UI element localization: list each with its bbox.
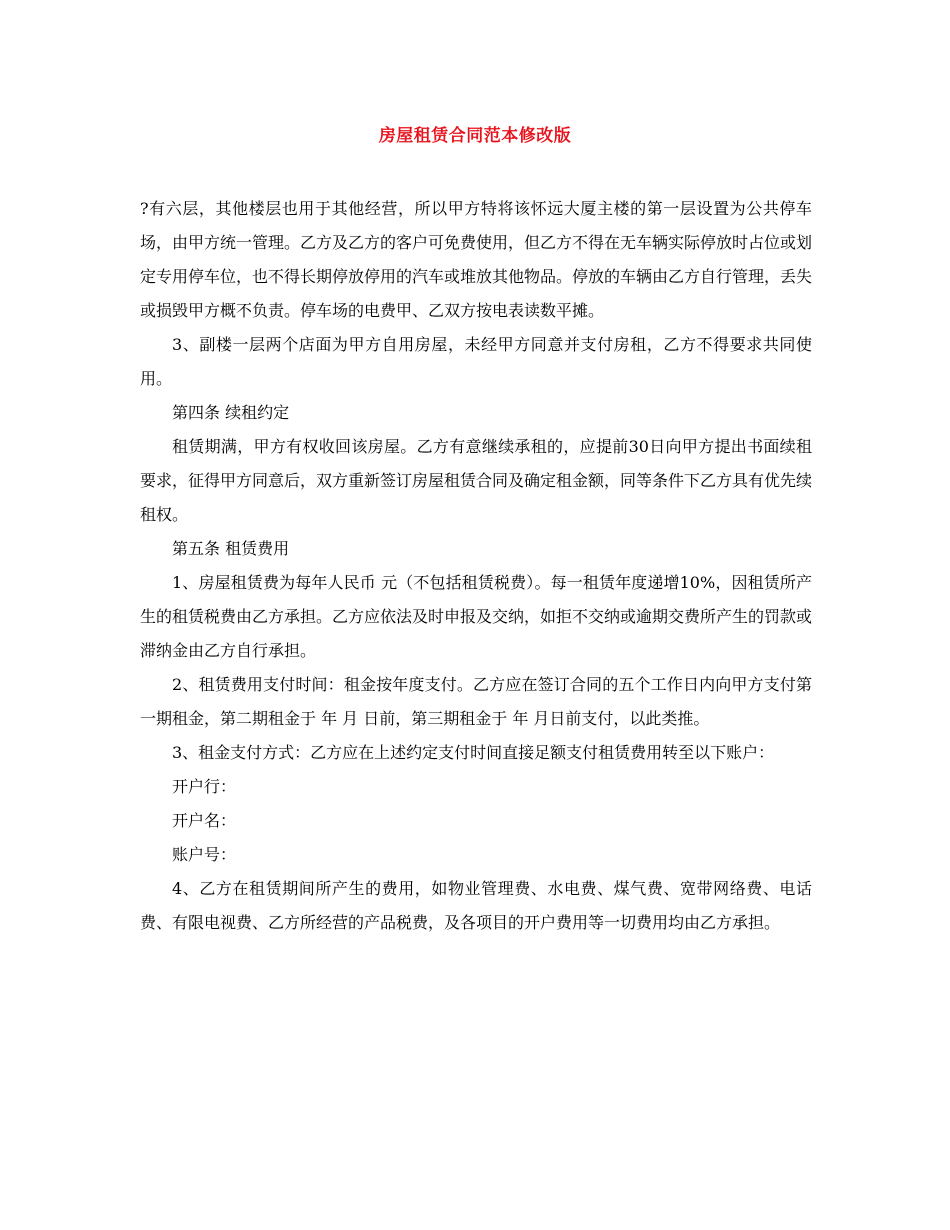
paragraph-other-fees: 4、乙方在租赁期间所产生的费用，如物业管理费、水电费、煤气费、宽带网络费、电话费、有限电视费、乙方所经营的产品税费，及各项目的开户费用等一切费用均由乙方承担。 bbox=[140, 879, 812, 932]
account-bank-line: 开户行： bbox=[172, 777, 237, 796]
paragraph-fee-amount: 1、房屋租赁费为每年人民币 元（不包括租赁税费）。每一租赁年度递增10%，因租赁所产生的租赁税费由乙方承担。乙方应依法及时申报及交纳，如拒不交纳或逾期交费所产生的罚款或滞纳金由乙方自行承担。 bbox=[140, 573, 813, 660]
paragraph-annex-store: 3、副楼一层两个店面为甲方自用房屋，未经甲方同意并支付房租，乙方不得要求共同使用。 bbox=[140, 335, 812, 388]
paragraph-payment-time: 2、租赁费用支付时间：租金按年度支付。乙方应在签订合同的五个工作日内向甲方支付第一期租金，第二期租金于 年 月 日前，第三期租金于 年 月日前支付，以此类推。 bbox=[140, 675, 812, 728]
section-heading-fees: 第五条 租赁费用 bbox=[172, 539, 290, 558]
paragraph-renewal: 租赁期满，甲方有权收回该房屋。乙方有意继续承租的，应提前30日向甲方提出书面续租要求，征得甲方同意后，双方重新签订房屋租赁合同及确定租金额，同等条件下乙方具有优先续租权。 bbox=[140, 437, 813, 524]
paragraph-payment-method: 3、租金支付方式：乙方应在上述约定支付时间直接足额支付租赁费用转至以下账户： bbox=[172, 743, 775, 762]
document-title: 房屋租赁合同范本修改版 bbox=[378, 126, 572, 146]
document-body bbox=[140, 192, 812, 940]
section-heading-renewal: 第四条 续租约定 bbox=[172, 403, 290, 422]
paragraph-parking: ?有六层，其他楼层也用于其他经营，所以甲方特将该怀远大厦主楼的第一层设置为公共停车场，由甲方统一管理。乙方及乙方的客户可免费使用，但乙方不得在无车辆实际停放时占位或划定专用停车位，也不得长期停放停用的汽车或堆放其他物品。停放的车辆由乙方自行管理，丢失或损毁甲方概不负责。停车场的电费甲、乙双方按电表读数平摊。 bbox=[140, 199, 813, 320]
account-number-line: 账户号： bbox=[172, 845, 237, 864]
account-name-line: 开户名： bbox=[172, 811, 237, 830]
